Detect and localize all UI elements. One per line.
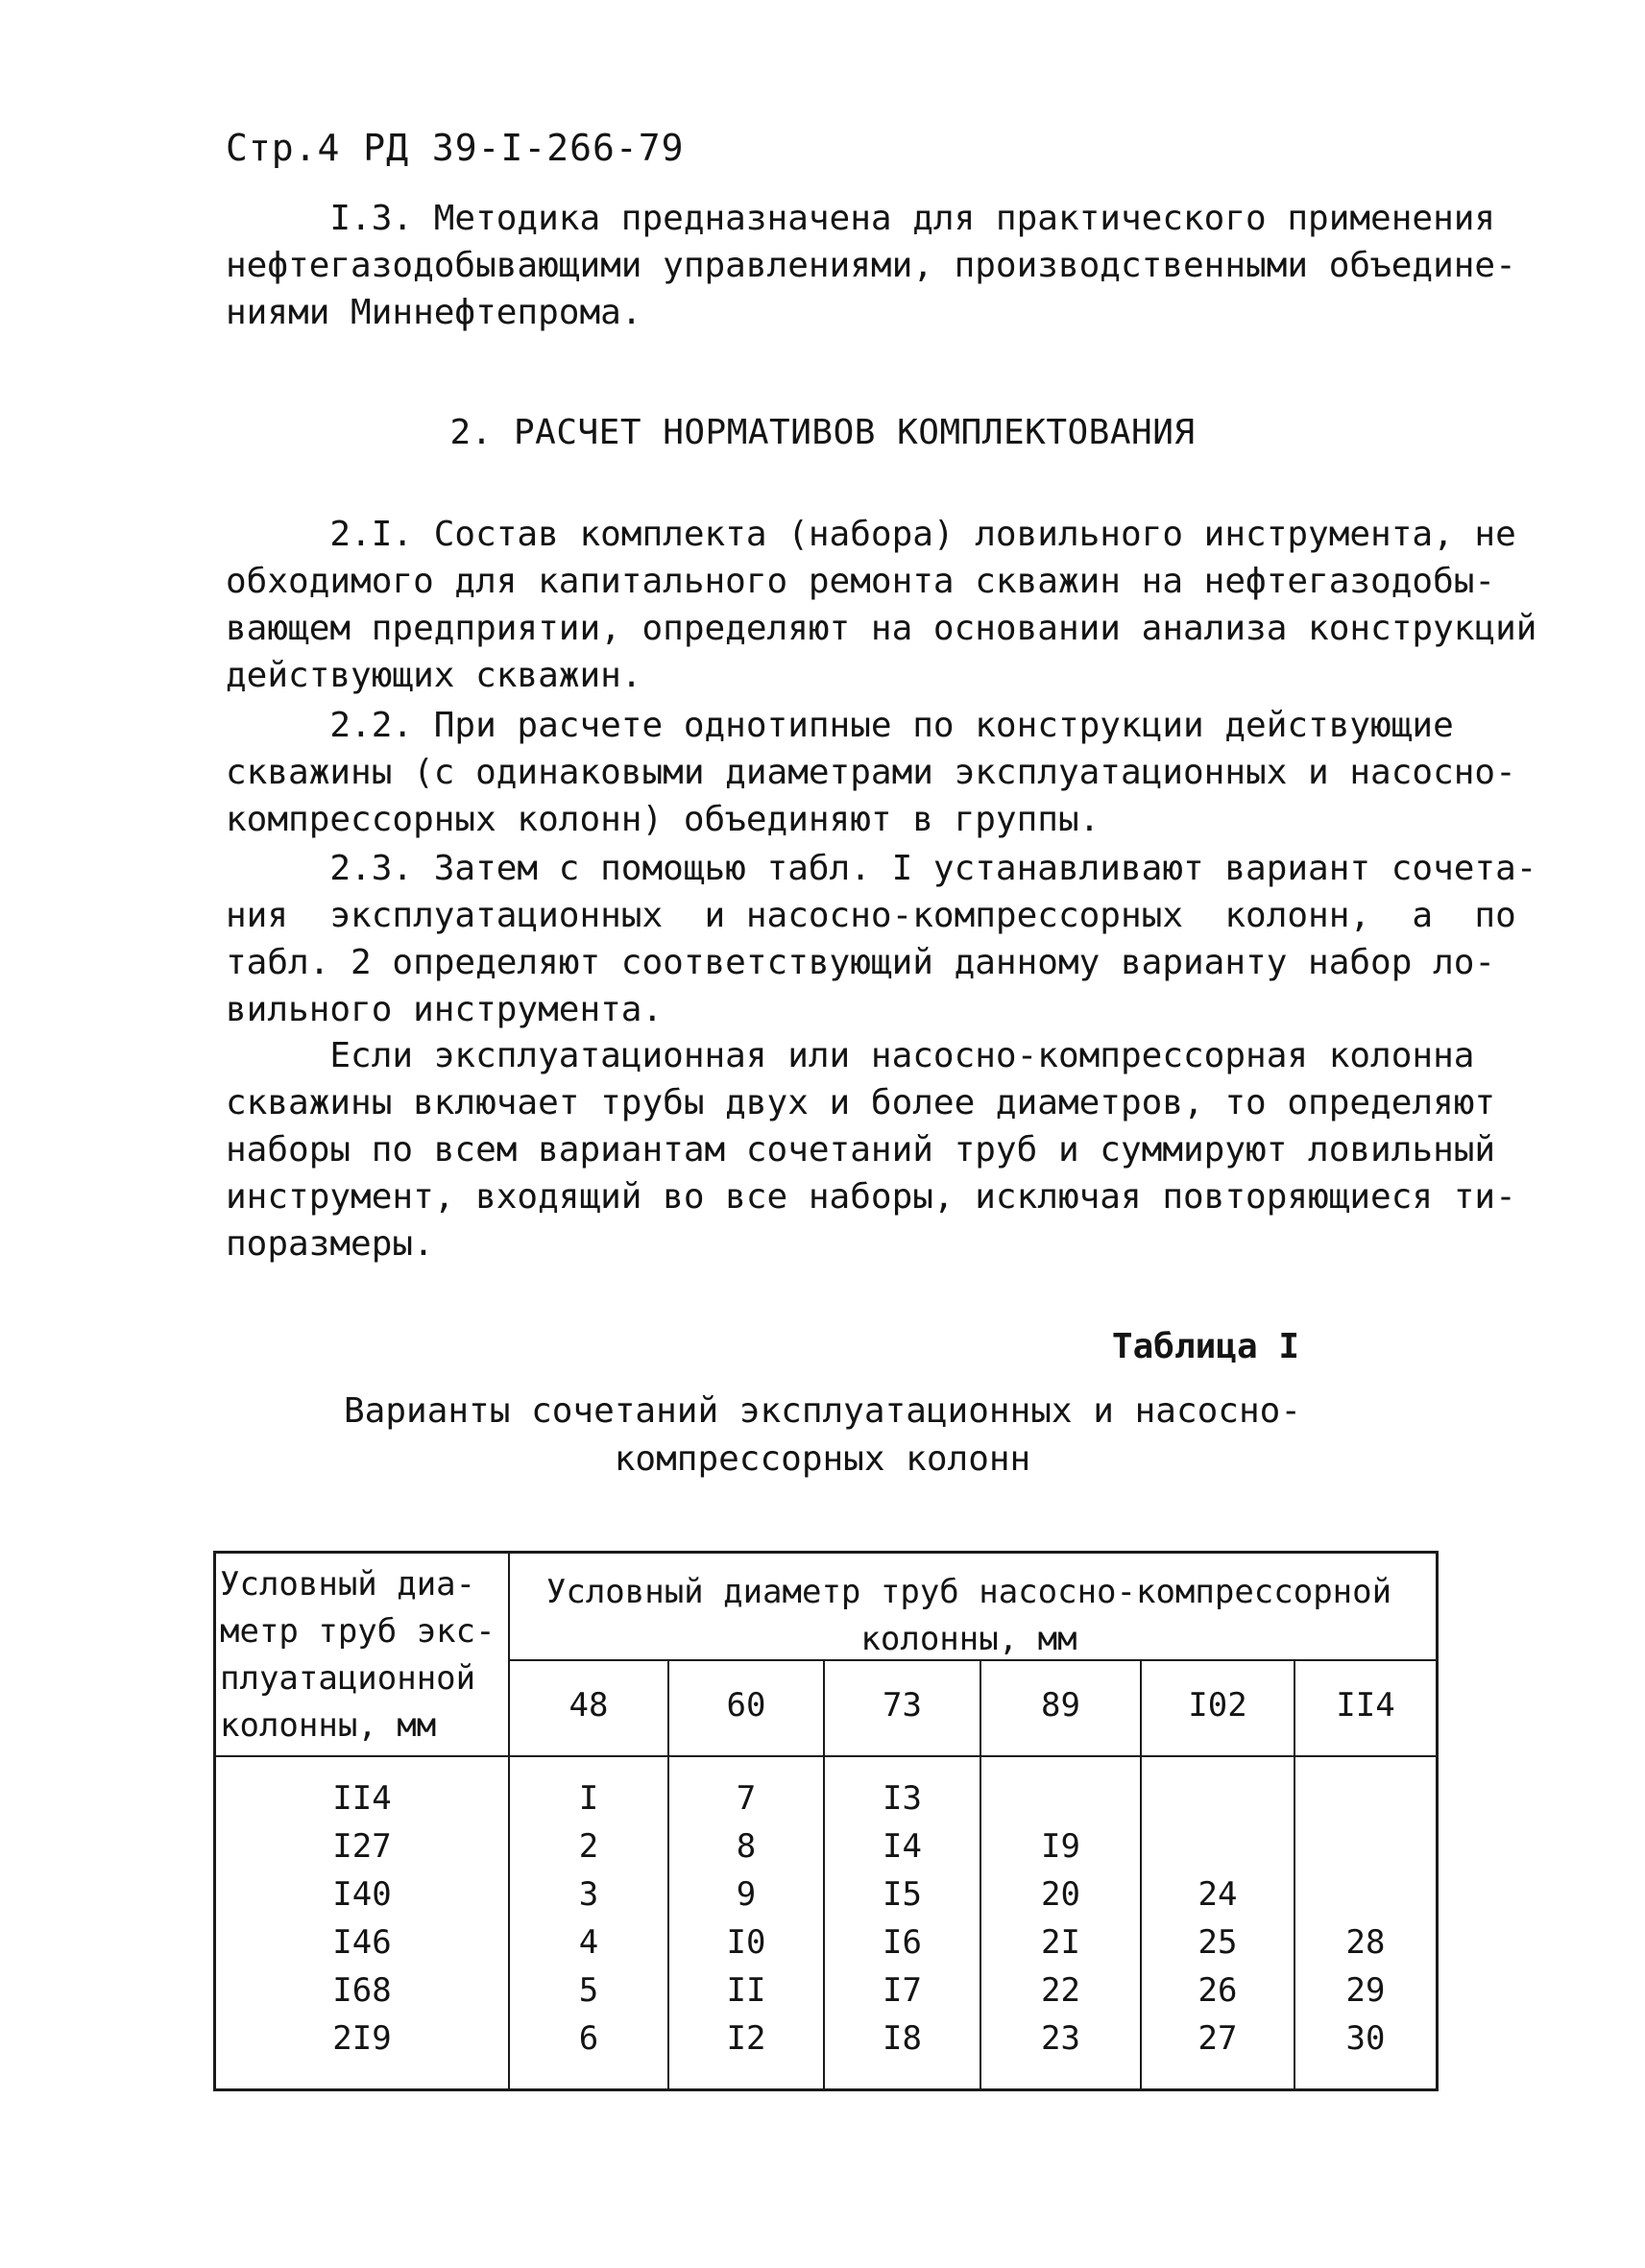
table-cell: 30: [1345, 2019, 1386, 2058]
row-diameter: I40: [332, 1875, 392, 1914]
section-title: 2. РАСЧЕТ НОРМАТИВОВ КОМПЛЕКТОВАНИЯ: [449, 413, 1196, 452]
table-cell: I: [578, 1779, 599, 1818]
table-cell: [1295, 1870, 1436, 1918]
table-cell: 28: [1345, 1923, 1386, 1962]
table-cell: 5: [578, 1971, 599, 2010]
table-cell: 6: [578, 2019, 599, 2058]
table-cell: I5: [883, 1875, 922, 1914]
table-cell: [981, 1774, 1140, 1822]
paragraph-2-3: 2.3. Затем с помощью табл. I устанавливают вариант сочета- ния эксплуатационных и насосно-компрессорных колонн, а по табл. 2 определяют соответствующий данному варианту набор ло- вильного инструмента.: [226, 849, 1537, 1029]
table-cell: 23: [1041, 2019, 1080, 2058]
paragraph-2-1: 2.I. Состав комплекта (набора) ловильного инструмента, не обходимого для капитального ремонта скважин на нефтегазодобы- вающем предприятии, определяют на основании анализа конструкций действующих скважин.: [226, 515, 1537, 695]
table-cell: 7: [736, 1779, 757, 1818]
column-header: 60: [726, 1686, 766, 1725]
column-header: 89: [1041, 1686, 1080, 1725]
paragraph-1-3: I.3. Методика предназначена для практического применения нефтегазодобывающими управлениями, производственными объедине- ниями Миннефтепрома.: [226, 199, 1516, 332]
combination-table: [213, 1551, 1439, 2091]
row-diameter: II4: [332, 1779, 392, 1818]
table-cell: [1142, 1774, 1294, 1822]
paragraph-2-2: 2.2. При расчете однотипные по конструкции действующие скважины (с одинаковыми диаметрами эксплуатационных и насосно- компрессорных колонн) объединяют в группы.: [226, 706, 1516, 839]
table-label: Таблица I: [1111, 1327, 1299, 1366]
table-cell: [1295, 1774, 1436, 1822]
column-header: I02: [1188, 1686, 1247, 1725]
table-cell: 9: [736, 1875, 757, 1914]
table-cell: I0: [726, 1923, 766, 1962]
table-cell: 20: [1041, 1875, 1080, 1914]
table-cell: 8: [736, 1827, 757, 1866]
paragraph-2-3-note: Если эксплуатационная или насосно-компрессорная колонна скважины включает трубы двух и более диаметров, то определяют наборы по всем вариантам сочетаний труб и суммируют ловильный инструмент, входящий во все наборы, исключая повторяющиеся ти- поразмеры.: [226, 1036, 1516, 1264]
table-cell: I8: [883, 2019, 922, 2058]
table-cell: [1295, 1822, 1436, 1870]
table-cell: 24: [1197, 1875, 1238, 1914]
table-cell: 2: [578, 1827, 599, 1866]
table-cell: I2: [726, 2019, 766, 2058]
row-diameter: I68: [332, 1971, 392, 2010]
table-cell: 3: [578, 1875, 599, 1914]
column-header: II4: [1336, 1686, 1395, 1725]
row-diameter: 2I9: [332, 2019, 392, 2058]
table-cell: 29: [1345, 1971, 1386, 2010]
column-header: 48: [568, 1686, 609, 1725]
table-cell: [1142, 1822, 1294, 1870]
column-header: 73: [883, 1686, 922, 1725]
table-cell: I6: [883, 1923, 922, 1962]
row-header: Условный диа- метр труб экс- плуатационной колонны, мм: [220, 1565, 496, 1745]
table-cell: I3: [883, 1779, 922, 1818]
table-cell: 22: [1041, 1971, 1080, 2010]
table-cell: 4: [578, 1923, 599, 1962]
page-header: Стр.4 РД 39-I-266-79: [226, 127, 685, 169]
table-cell: I7: [883, 1971, 922, 2010]
table-cell: I4: [883, 1827, 922, 1866]
row-diameter: I46: [332, 1923, 392, 1962]
table-cell: 2I: [1041, 1923, 1080, 1962]
row-diameter: I27: [332, 1827, 392, 1866]
table-divider: [216, 1755, 1436, 1757]
table-title: Варианты сочетаний эксплуатационных и насосно- компрессорных колонн: [344, 1391, 1301, 1479]
table-cell: 27: [1197, 2019, 1238, 2058]
table-cell: II: [726, 1971, 766, 2010]
table-cell: 25: [1197, 1923, 1238, 1962]
column-group-header: Условный диаметр труб насосно-компрессорной колонны, мм: [545, 1573, 1392, 1658]
table-cell: I9: [1041, 1827, 1080, 1866]
table-cell: 26: [1197, 1971, 1238, 2010]
